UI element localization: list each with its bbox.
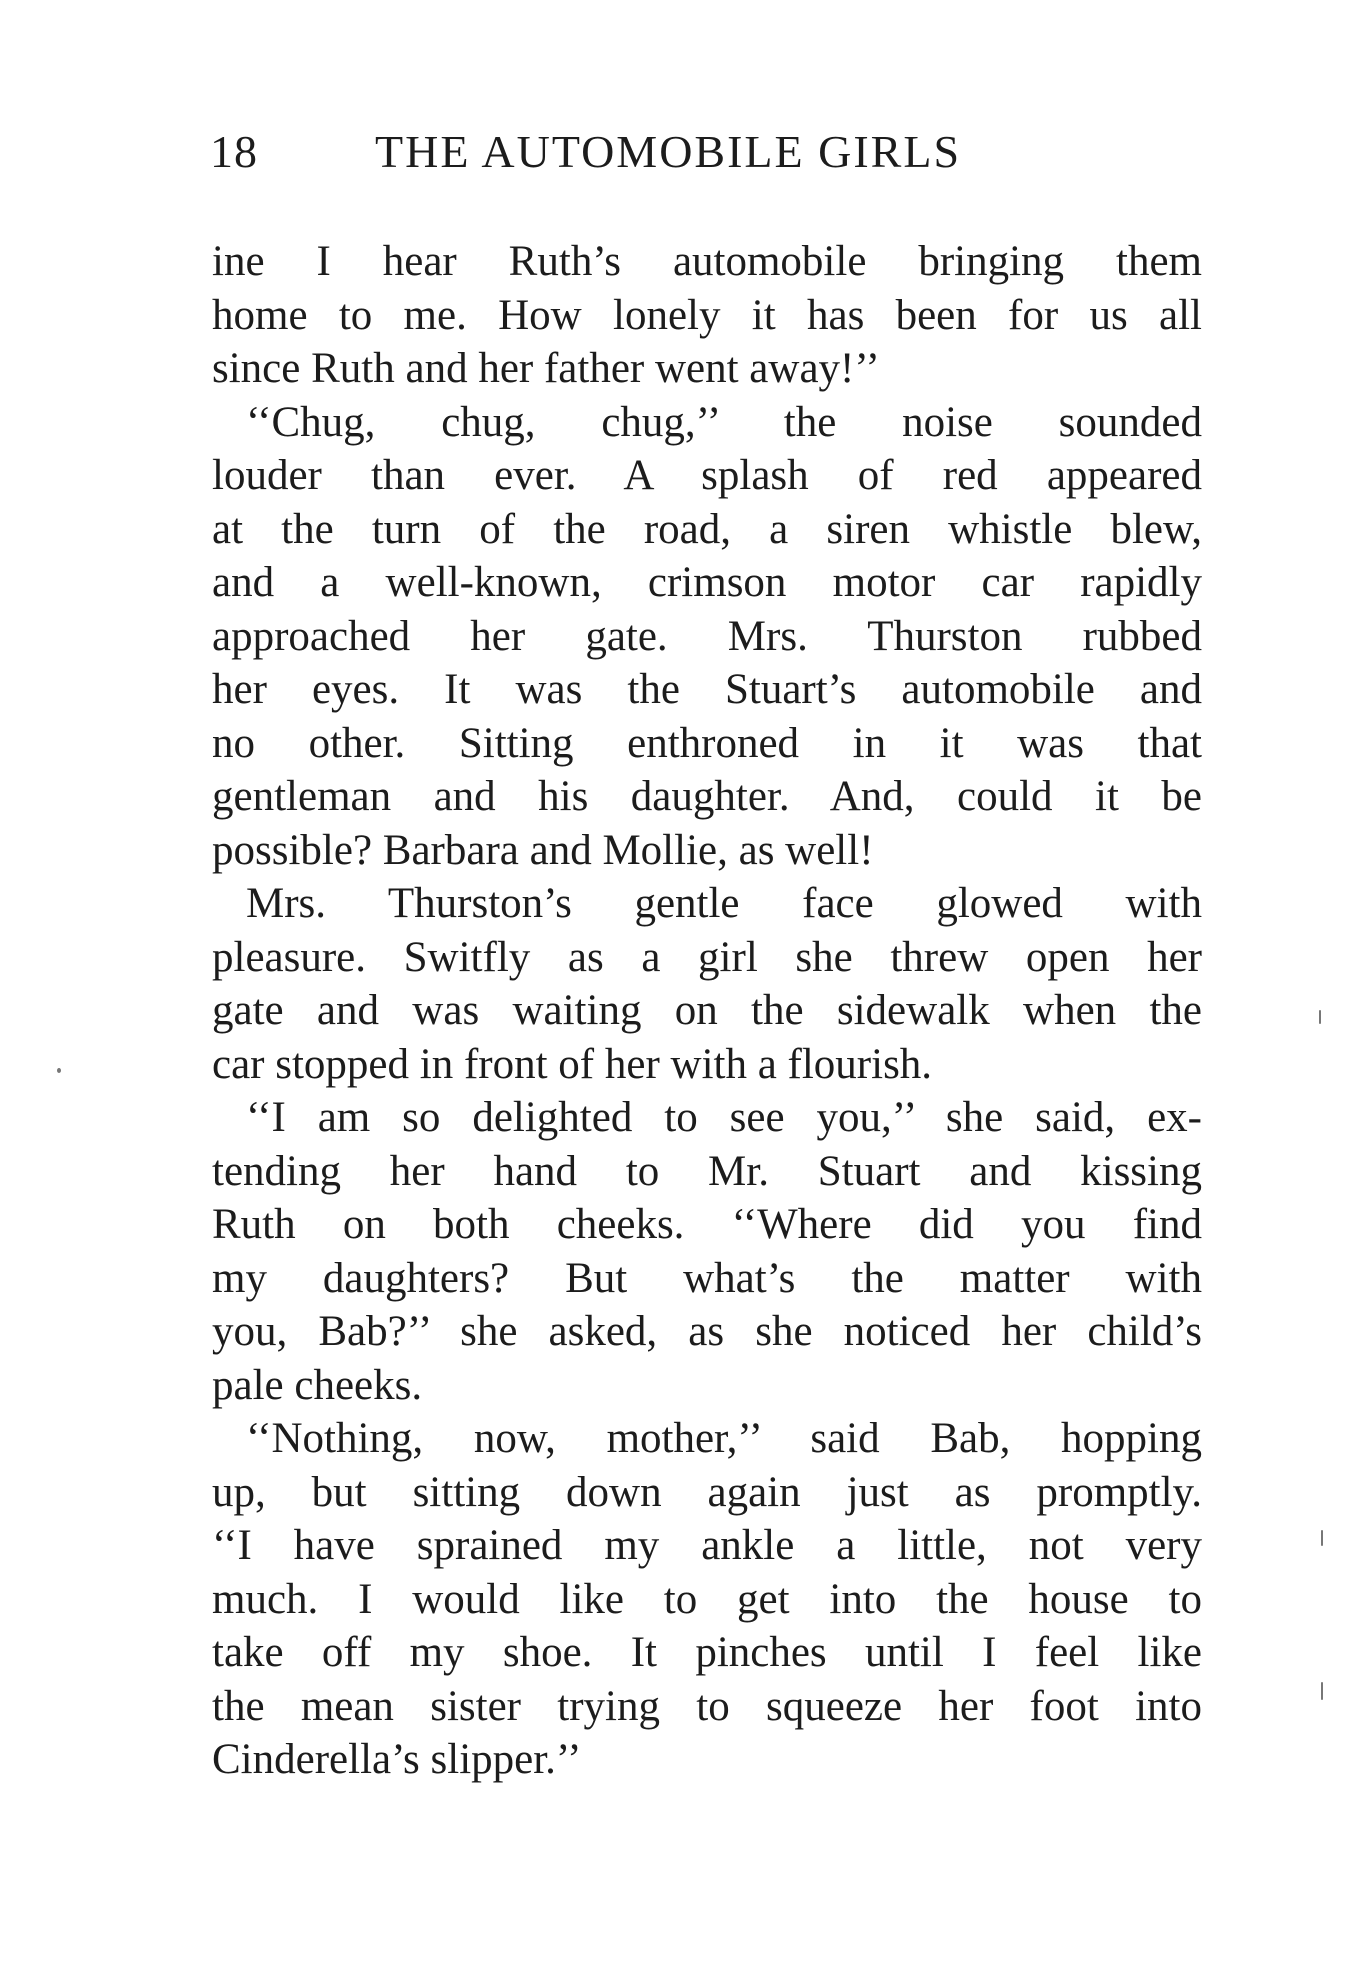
text-line: my daughters? But what’s the matter with [212,1254,1202,1302]
text-line: you, Bab?’’ she asked, as she noticed her child’s [212,1308,1202,1355]
scan-speck [1321,1530,1323,1546]
scan-speck [57,1068,61,1073]
text-line: up, but sitting down again just as promptly. [212,1468,1202,1516]
text-line: and a well-known, crimson motor car rapidly [212,559,1202,606]
text-line: tending her hand to Mr. Stuart and kissing [212,1147,1202,1195]
text-line: ‘‘I am so delighted to see you,’’ she said, ex- [246,1094,1202,1141]
text-line: ‘‘Chug, chug, chug,’’ the noise sounded [246,398,1202,446]
scan-speck [1319,1010,1321,1024]
text-line: home to me. How lonely it has been for us all [212,291,1202,339]
text-line: pale cheeks. [212,1361,423,1409]
text-line: since Ruth and her father went away!’’ [212,345,880,392]
running-head [210,128,1030,176]
text-line: Ruth on both cheeks. ‘‘Where did you find [212,1201,1202,1248]
text-line: ine I hear Ruth’s automobile bringing them [212,238,1202,285]
text-line: car stopped in front of her with a flourish. [212,1040,933,1088]
text-line: at the turn of the road, a siren whistle blew, [212,505,1202,553]
text-line: approached her gate. Mrs. Thurston rubbed [212,612,1202,660]
text-line: gentleman and his daughter. And, could it be [212,773,1202,820]
text-line: Mrs. Thurston’s gentle face glowed with [246,880,1202,927]
text-line: much. I would like to get into the house to [212,1575,1202,1623]
text-line: ‘‘Nothing, now, mother,’’ said Bab, hopping [246,1415,1202,1462]
text-line: louder than ever. A splash of red appeared [212,452,1202,499]
scan-speck [1321,1682,1323,1700]
text-line: Cinderella’s slipper.’’ [212,1736,582,1783]
text-line: take off my shoe. It pinches until I feel like [212,1629,1202,1676]
text-line: her eyes. It was the Stuart’s automobile and [212,666,1202,713]
text-line: possible? Barbara and Mollie, as well! [212,826,874,874]
text-line: gate and was waiting on the sidewalk when the [212,987,1202,1034]
page-number: 18 [210,126,258,177]
text-line: ‘‘I have sprained my ankle a little, not very [212,1522,1202,1569]
body-text [212,235,1202,1787]
text-line: pleasure. Switfly as a girl she threw open her [212,933,1202,981]
text-line: the mean sister trying to squeeze her foot into [212,1682,1202,1730]
book-title: THE AUTOMOBILE GIRLS [375,126,962,177]
text-line: no other. Sitting enthroned in it was that [212,719,1202,767]
